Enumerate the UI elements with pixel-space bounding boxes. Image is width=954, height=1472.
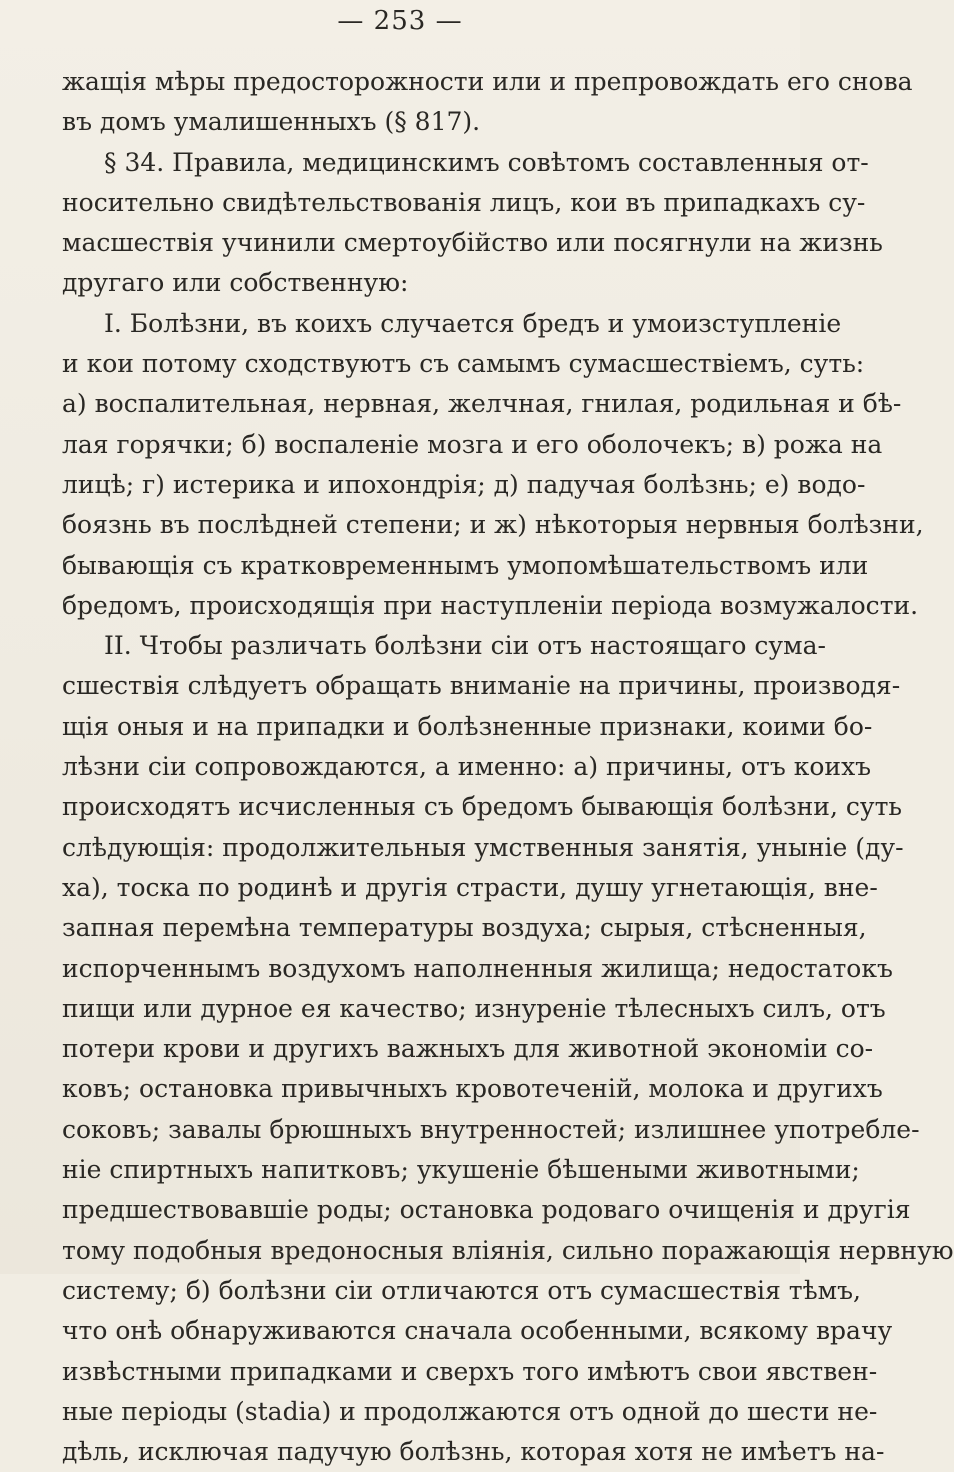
text-line: слѣдующія: продолжительныя умственныя занятія, уныніе (ду- [62, 832, 904, 862]
text-line: бредомъ, происходящія при наступленіи періода возмужалости. [62, 590, 919, 620]
text-line: въ домъ умалишенныхъ (§ 817). [62, 107, 481, 137]
text-line: тому подобныя вредоносныя вліянія, сильно поражающія нервную [62, 1235, 954, 1265]
text-line: а) воспалительная, нервная, желчная, гнилая, родильная и бѣ- [62, 389, 902, 419]
text-line: предшествовавшіе роды; остановка родоваго очищенія и другія [62, 1195, 911, 1225]
text-line: боязнь въ послѣдней степени; и ж) нѣкоторыя нервныя болѣзни, [62, 510, 924, 540]
text-line: § 34. Правила, медицинскимъ совѣтомъ составленныя от- [104, 147, 869, 177]
text-line: ные періоды (stadia) и продолжаются отъ одной до шести не- [62, 1396, 878, 1426]
text-line: происходятъ исчисленныя съ бредомъ бывающія болѣзни, суть [62, 792, 903, 822]
text-line: соковъ; завалы брюшныхъ внутренностей; излишнее употребле- [62, 1114, 920, 1144]
text-line: и кои потому сходствуютъ съ самымъ сумасшествіемъ, суть: [62, 349, 865, 379]
text-line: масшествія учинили смертоубійство или посягнули на жизнь [62, 228, 883, 258]
text-line: извѣстными припадками и сверхъ того имѣютъ свои явствен- [62, 1356, 878, 1386]
text-line: ха), тоска по родинѣ и другія страсти, душу угнетающія, вне- [62, 872, 878, 902]
text-line: ніе спиртныхъ напитковъ; укушеніе бѣшеными животными; [62, 1155, 860, 1185]
text-body [62, 62, 954, 1472]
text-line: испорченнымъ воздухомъ наполненныя жилища; недостатокъ [62, 953, 893, 983]
text-line: пищи или дурное ея качество; изнуреніе тѣлесныхъ силъ, отъ [62, 993, 886, 1023]
text-line: II. Чтобы различать болѣзни сіи отъ настоящаго сума- [104, 631, 826, 661]
text-line: запная перемѣна температуры воздуха; сырыя, стѣсненныя, [62, 913, 867, 943]
text-line: лѣзни сіи сопровождаются, а именно: а) причины, отъ коихъ [62, 752, 872, 782]
text-line: лицѣ; г) истерика и ипохондрія; д) падучая болѣзнь; е) водо- [62, 469, 866, 499]
text-line: систему; б) болѣзни сіи отличаются отъ сумасшествія тѣмъ, [62, 1275, 861, 1305]
text-line: дѣль, исключая падучую болѣзнь, которая хотя не имѣетъ на- [62, 1437, 885, 1467]
text-line: I. Болѣзни, въ коихъ случается бредъ и умоизступленіе [104, 308, 842, 338]
text-line: лая горячки; б) воспаленіе мозга и его оболочекъ; в) рожа на [62, 429, 883, 459]
text-line: бывающія съ кратковременнымъ умопомѣшательствомъ или [62, 550, 869, 580]
text-line: жащія мѣры предосторожности или и препровождать его снова [62, 67, 913, 96]
text-line: ковъ; остановка привычныхъ кровотеченій, молока и другихъ [62, 1074, 883, 1104]
text-line: сшествія слѣдуетъ обращать вниманіе на причины, производя- [62, 671, 901, 701]
text-line: носительно свидѣтельствованія лицъ, кои въ припадкахъ су- [62, 187, 866, 217]
page-number: — 253 — [337, 6, 463, 36]
text-line: другаго или собственную: [62, 268, 409, 298]
text-line: щія оныя и на припадки и болѣзненные признаки, коими бо- [62, 711, 873, 741]
text-line: потери крови и другихъ важныхъ для животной экономіи со- [62, 1034, 874, 1064]
text-line: что онѣ обнаруживаются сначала особенными, всякому врачу [62, 1316, 893, 1346]
